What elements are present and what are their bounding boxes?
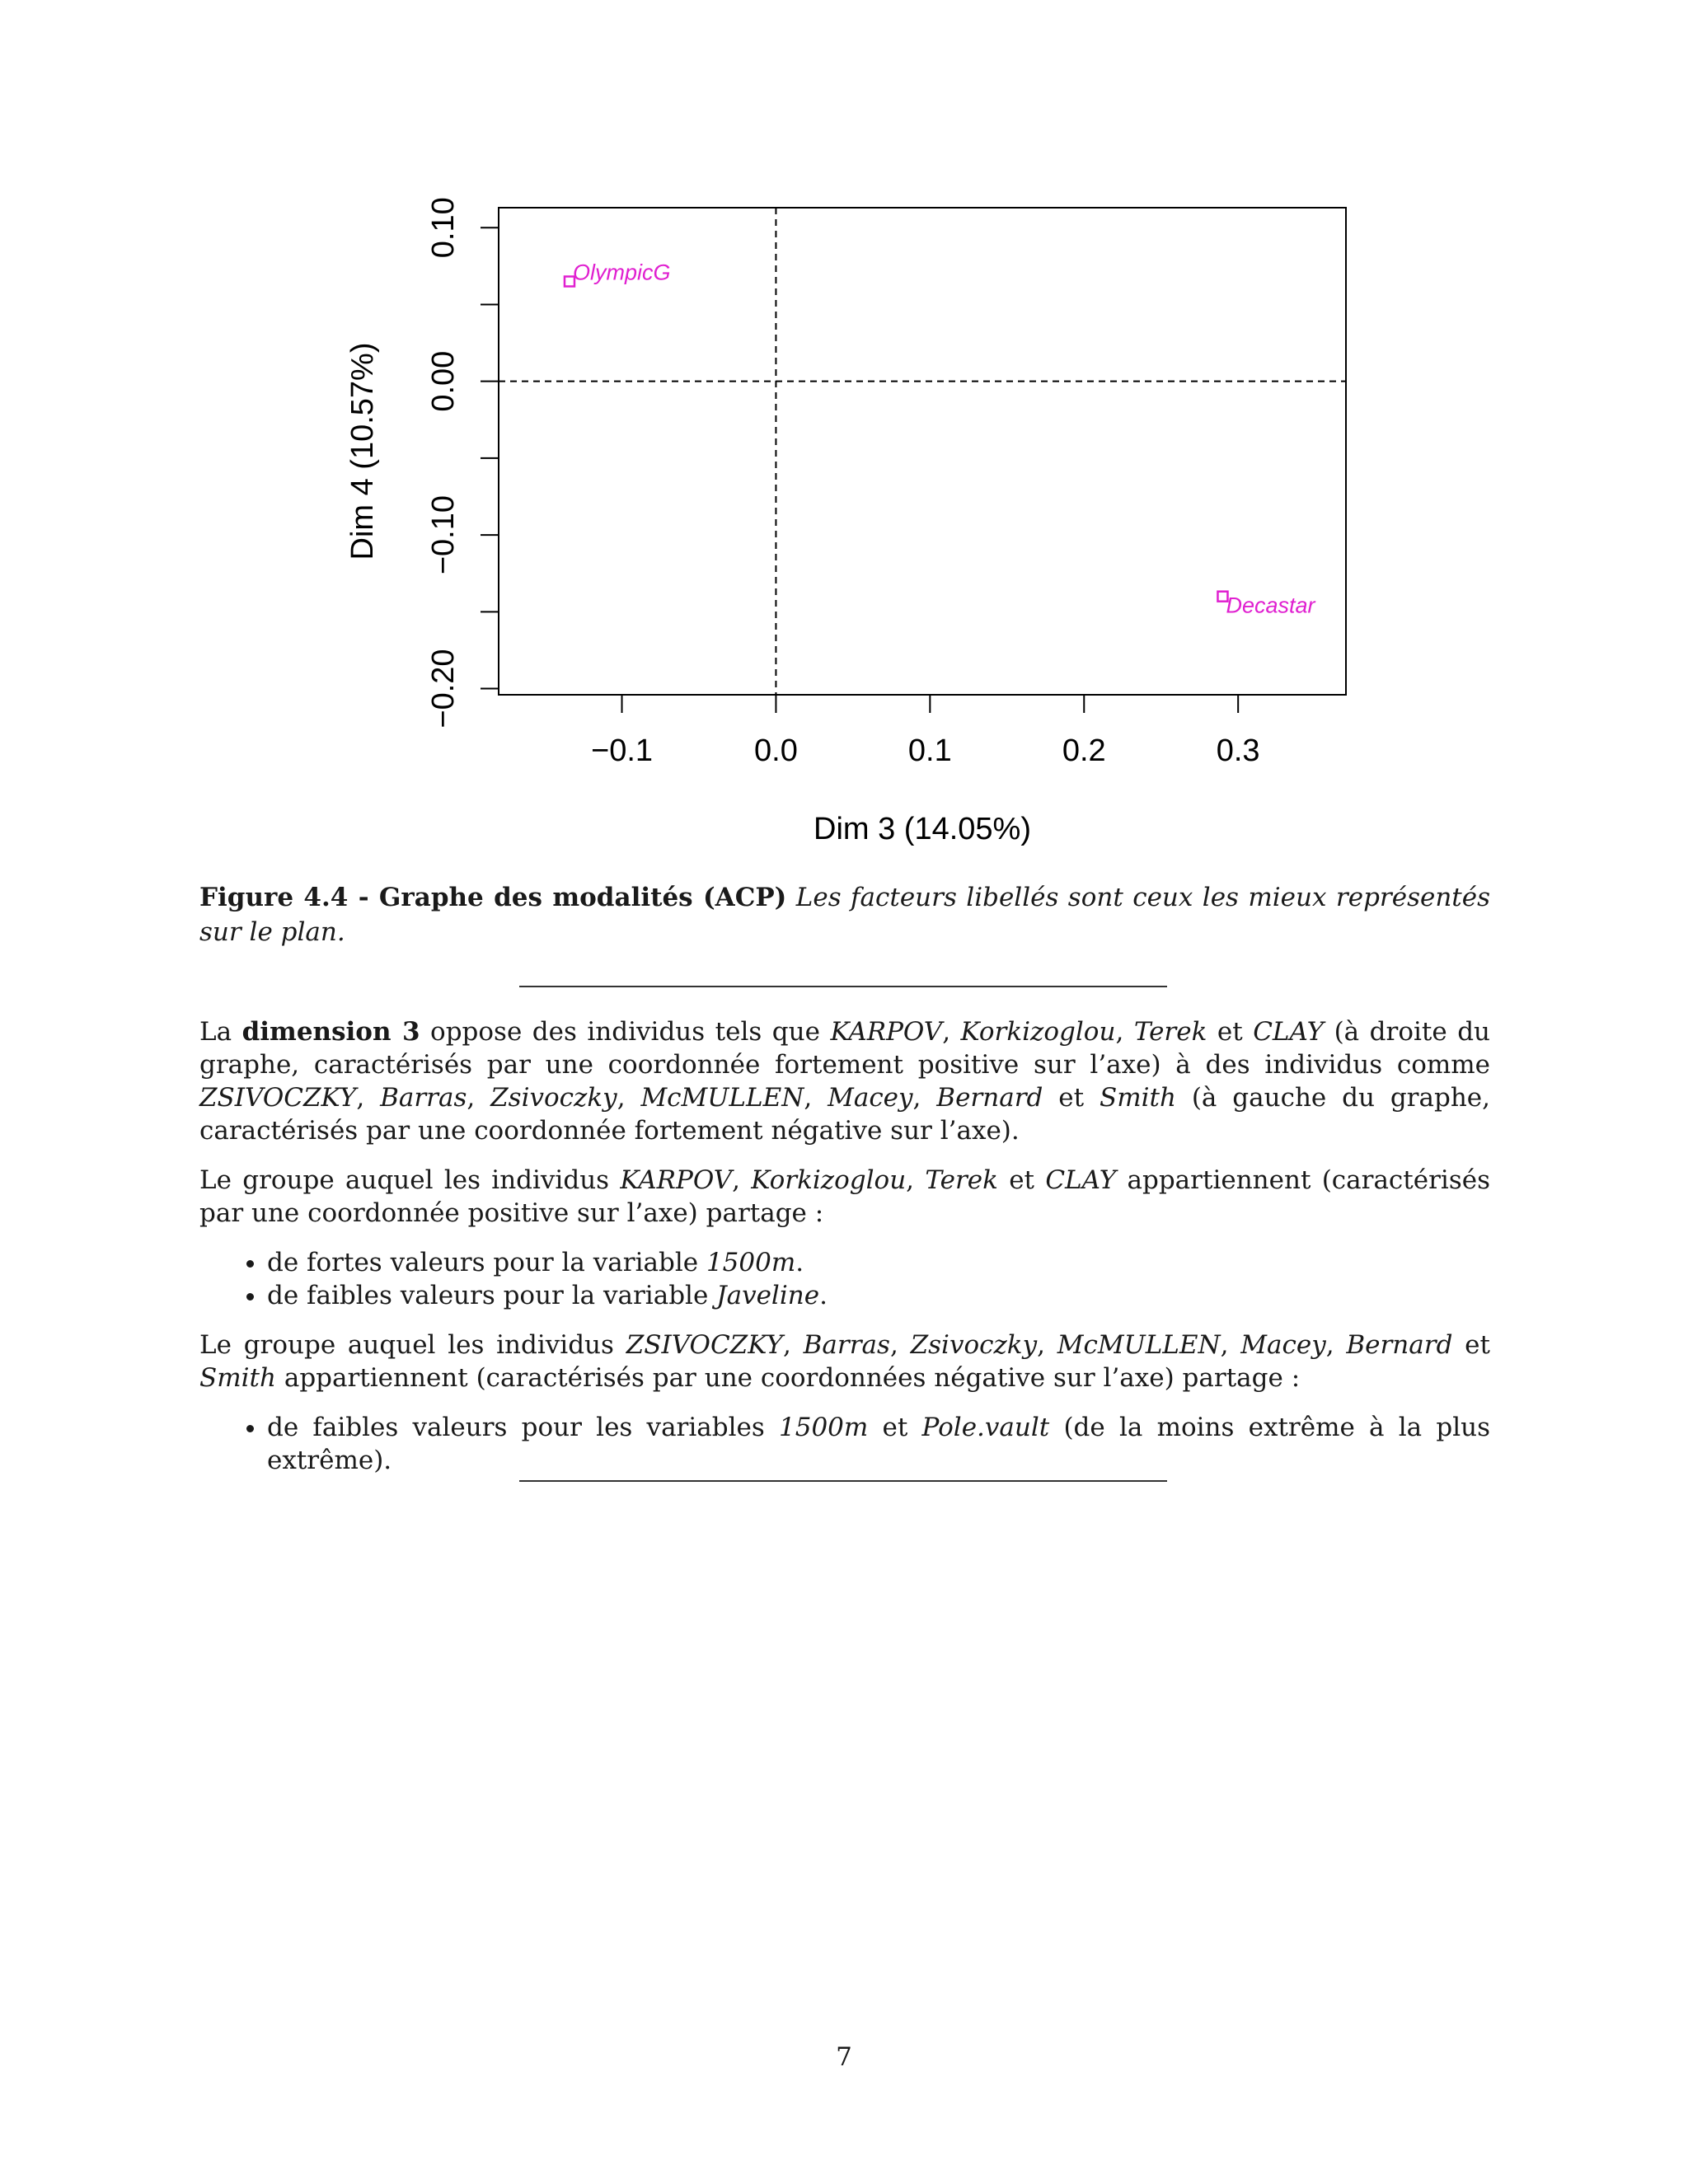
figure-caption [199, 880, 1490, 949]
x-axis-label: Dim 3 (14.05%) [814, 812, 1031, 846]
x-tick-label: 0.2 [1062, 733, 1106, 768]
point-label-decastar: Decastar [1226, 593, 1315, 618]
y-tick-label: −0.20 [426, 649, 461, 729]
x-tick-label: 0.3 [1216, 733, 1260, 768]
paragraph-positive-group: Le groupe auquel les individus KARPOV, Korkizoglou, Terek et CLAY appartiennent (caractérisés par une coordonnée positive sur l’axe) partage : [199, 1165, 1490, 1228]
negative-group-list [199, 1411, 1490, 1477]
caption-label: Figure 4.4 - Graphe des modalités (ACP) [199, 883, 787, 912]
caption-text: Les facteurs libellés sont ceux les mieux représentés sur le plan. [199, 883, 1491, 947]
list-item: • de faibles valeurs pour les variables 1500m et Pole.vault (de la moins extrême à la plus extrême). [267, 1411, 1490, 1477]
x-tick-label: 0.0 [754, 733, 798, 768]
page-number: 7 [836, 2042, 852, 2072]
factor-map-chart [313, 190, 1385, 865]
y-tick-label: 0.00 [426, 350, 461, 412]
list-item: • de fortes valeurs pour la variable 1500m. [267, 1246, 1490, 1279]
x-tick-label: −0.1 [591, 733, 654, 768]
body-text [199, 1015, 1490, 1493]
point-label-olympicg: OlympicG [572, 260, 671, 285]
positive-group-list [199, 1246, 1490, 1312]
factor-map-figure [313, 190, 1385, 865]
paragraph-negative-group: Le groupe auquel les individus ZSIVOCZKY, Barras, Zsivoczky, McMULLEN, Macey, Bernard et Smith appartiennent (caractérisés par une coordonnées négative sur l’axe) partage : [199, 1330, 1490, 1393]
separator-rule-top [519, 986, 1167, 987]
list-item: • de faibles valeurs pour la variable Javeline. [267, 1279, 1490, 1312]
separator-rule-bottom [519, 1480, 1167, 1482]
paragraph-dimension-3: La dimension 3 oppose des individus tels que KARPOV, Korkizoglou, Terek et CLAY (à droite du graphe, caractérisés par une coordonnée fortement positive sur l’axe) à des individus comme ZSIVOCZKY, Barras, Zsivoczky, McMULLEN, Macey, Bernard et Smith (à gauche du graphe, caractérisés par une coordonnée fortement négative sur l’axe). [199, 1017, 1491, 1146]
y-axis-label: Dim 4 (10.57%) [345, 342, 380, 560]
x-tick-label: 0.1 [907, 733, 952, 768]
y-tick-label: 0.10 [426, 197, 461, 259]
y-tick-label: −0.10 [426, 495, 461, 575]
